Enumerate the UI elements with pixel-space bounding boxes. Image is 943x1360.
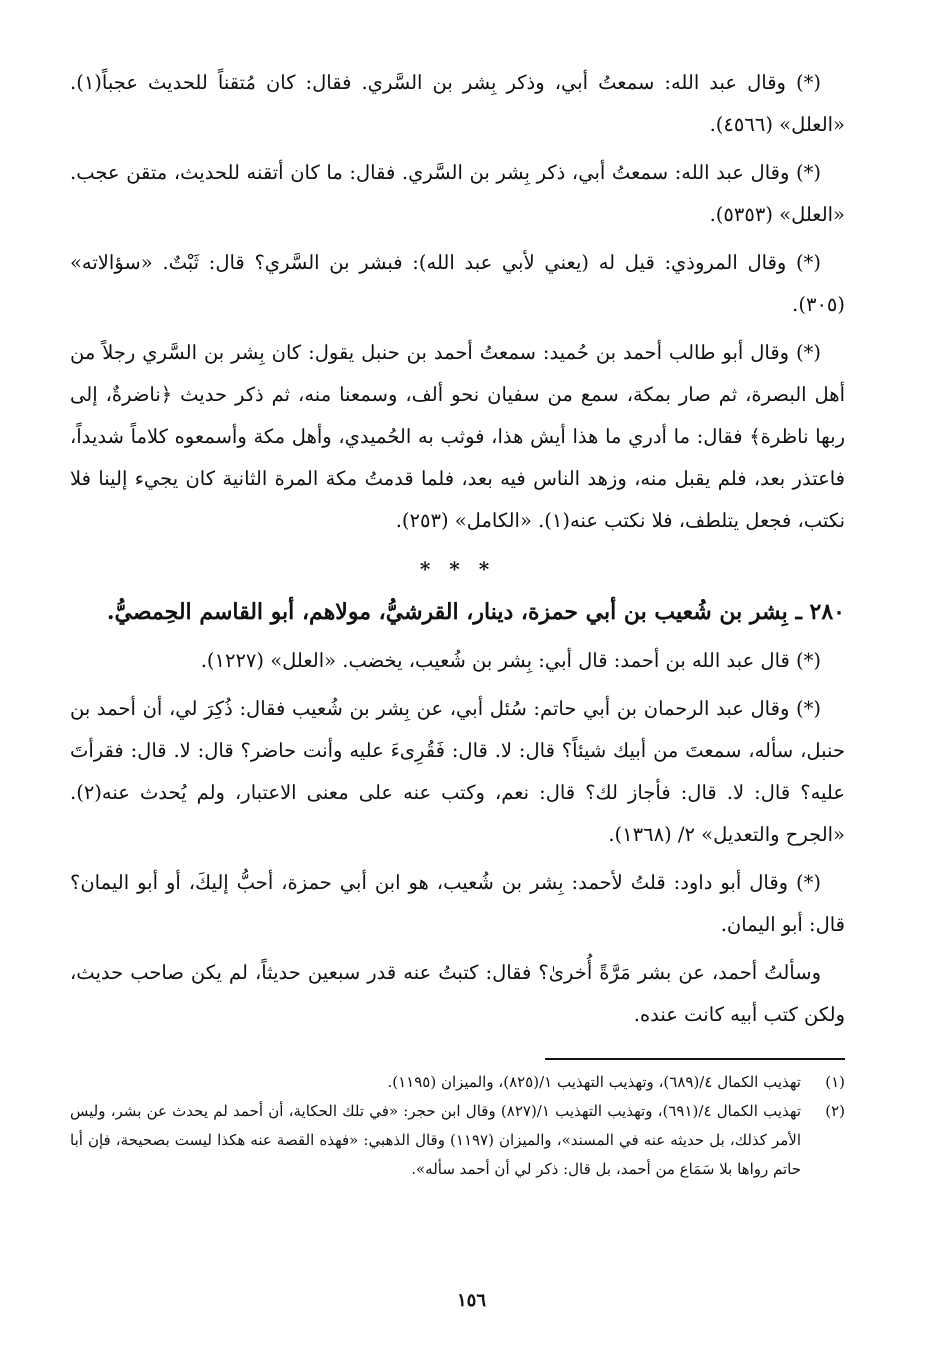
footnote-2 <box>70 1097 845 1184</box>
footnote-number: (١) <box>825 1073 845 1091</box>
entry-heading: ٢٨٠ ـ بِشر بن شُعيب بن أبي حمزة، دينار، القرشيُّ، مولاهم، أبو القاسم الحِمصيُّ. <box>106 599 845 625</box>
section-separator: * * * <box>419 557 496 581</box>
page-number: ١٥٦ <box>456 1290 486 1311</box>
paragraph-question-ahmad: وسألتُ أحمد، عن بشر مَرَّةً أُخرىٰ؟ فقال: كتبتُ عنه قدر سبعين حديثاً، لم يكن صاحب حديث، ولكن كتب أبيه كانت عنده. <box>70 961 845 1026</box>
footnote-text: تهذيب الكمال ٤/(٦٩١)، وتهذيب التهذيب ١/(٨٢٧) وقال ابن حجر: «في تلك الحكاية، أن أحمد لم يحدث عن بشر، وليس الأمر كذلك، بل حديثه عنه في المسند»، والميزان (١١٩٧) وقال الذهبي: «فهذه القصة عنه هكذا ليست بصحيحة، فإن أبا حاتم رواها بلا سَمَاع من أحمد، بل قال: ذكر لي أن أحمد سأله». <box>70 1102 802 1178</box>
paragraph-abdullah-ibn-ahmad: (*) قال عبد الله بن أحمد: قال أبي: بِشر بن شُعيب، يخضب. «العلل» (١٢٢٧). <box>200 649 821 672</box>
paragraph-abu-dawud: (*) وقال أبو داود: قلتُ لأحمد: بِشر بن شُعيب، هو ابن أبي حمزة، أحبُّ إليكَ، أو أبو اليمان؟ قال: أبو اليمان. <box>70 871 845 936</box>
footnote-1 <box>70 1068 845 1097</box>
paragraph-abdullah-1: (*) وقال عبد الله: سمعتُ أبي، وذكر بِشر بن السَّري. فقال: كان مُتقناً للحديث عجباً(١). «العلل» (٤٥٦٦). <box>70 71 845 136</box>
book-page <box>70 62 845 1184</box>
footnote-divider <box>545 1058 845 1060</box>
paragraph-marwadhi: (*) وقال المروذي: قيل له (يعني لأبي عبد الله): فبشر بن السَّري؟ قال: ثَبْتٌ. «سؤالاته» (٣٠٥). <box>70 251 845 316</box>
footnote-text: تهذيب الكمال ٤/(٦٨٩)، وتهذيب التهذيب ١/(٨٢٥)، والميزان (١١٩٥). <box>387 1073 801 1091</box>
paragraph-ibn-abi-hatim: (*) وقال عبد الرحمان بن أبي حاتم: سُئل أبي، عن بِشر بن شُعيب فقال: ذُكِرَ لي، أن أحمد بن حنبل، سأله، سمعتَ من أبيك شيئاً؟ قال: لا. قال: فَقُرِىءَ عليه وأنت حاضر؟ قال: لا. قال: فقرأتَ عليه؟ قال: لا. قال: فأجاز لك؟ قال: نعم، وكتب عنه على معنى الاعتبار، ولم يُحدث عنه(٢). «الجرح والتعديل» ٢/ (١٣٦٨). <box>70 697 845 846</box>
paragraph-abdullah-2: (*) وقال عبد الله: سمعتُ أبي، ذكر بِشر بن السَّري. فقال: ما كان أتقنه للحديث، متقن عجب. «العلل» (٥٣٥٣). <box>70 161 845 226</box>
footnote-number: (٢) <box>825 1102 845 1120</box>
paragraph-abu-talib: (*) وقال أبو طالب أحمد بن حُميد: سمعتُ أحمد بن حنبل يقول: كان بِشر بن السَّري رجلاً من أهل البصرة، ثم صار بمكة، سمع من سفيان نحو ألف، وسمعنا منه، ثم ذكر حديث ﴿ناضرةٌ، إلى ربها ناظرة﴾ فقال: ما أدري ما هذا أيش هذا، فوثب به الحُميدي، وأهل مكة وأسمعوه كلاماً شديداً، فاعتذر بعد، فلم يقبل منه، وزهد الناس فيه بعد، فلما قدمتُ مكة المرة الثانية كان يجيء إلينا فلا نكتب، فجعل يتلطف، فلا نكتب عنه(١). «الكامل» (٢٥٣). <box>70 341 845 532</box>
